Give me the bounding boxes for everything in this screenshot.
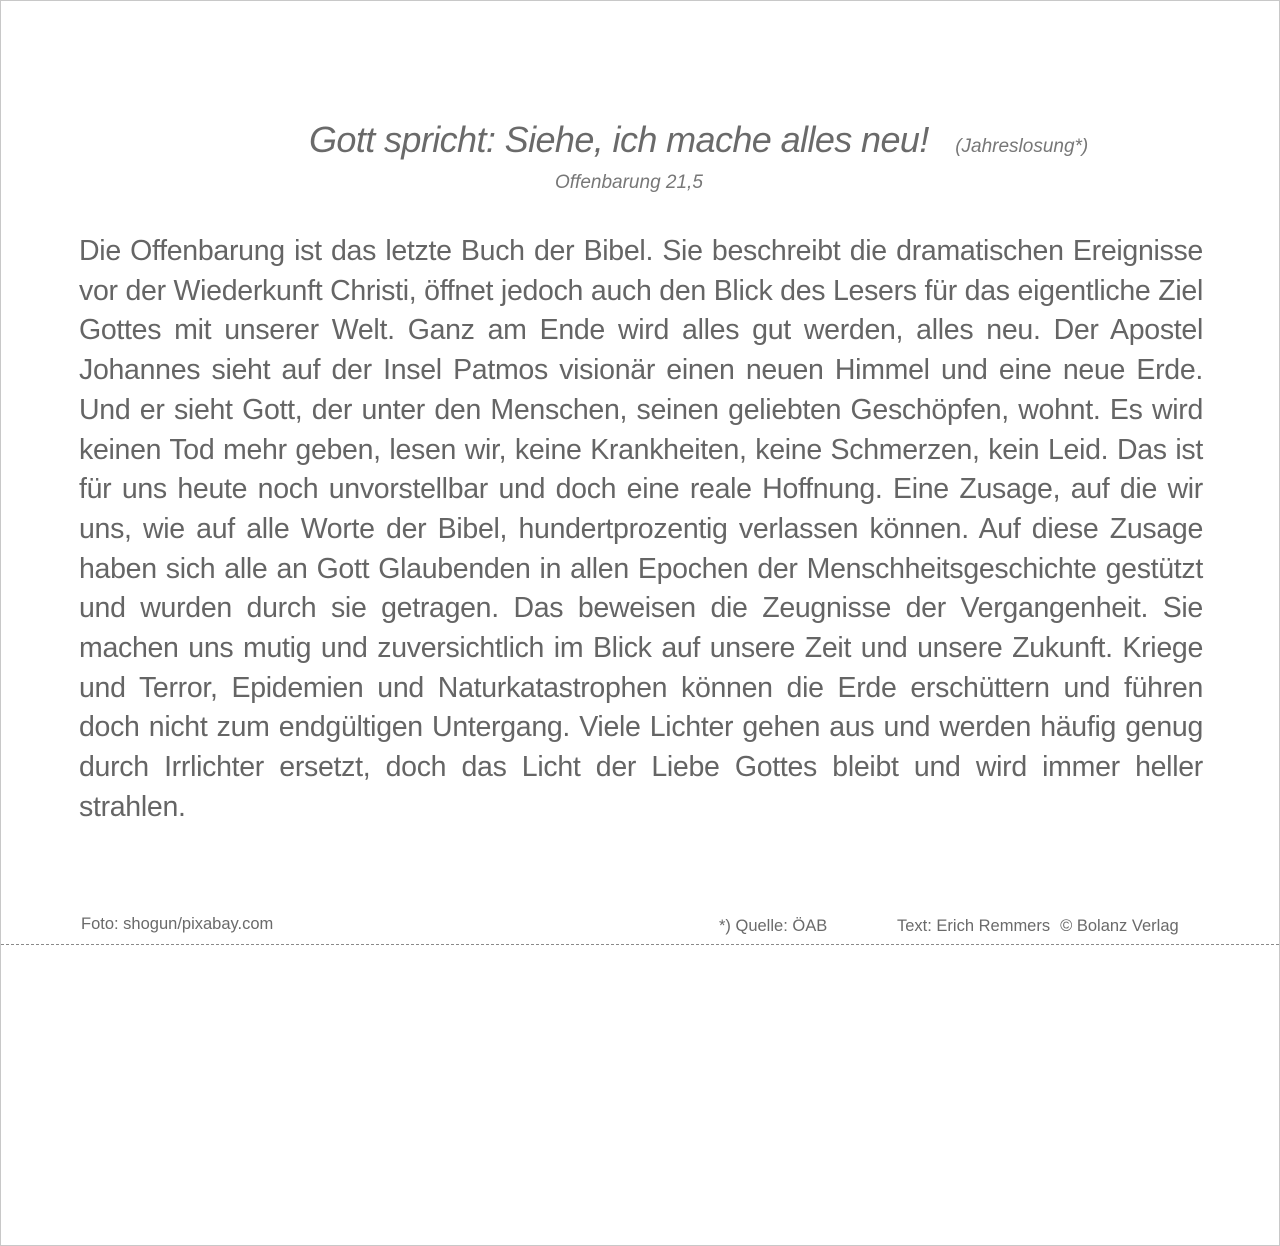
heading-quote: Gott spricht: Siehe, ich mache alles neu! — [309, 119, 929, 160]
source-note: *) Quelle: ÖAB — [719, 917, 828, 935]
heading-note: (Jahreslosung*) — [955, 136, 1089, 157]
bible-reference: Offenbarung 21,5 — [555, 172, 703, 193]
heading-line — [309, 119, 1088, 161]
body-paragraph: Die Offenbarung ist das letzte Buch der Bibel. Sie beschreibt die dramatischen Ereignisse vor der Wiederkunft Christi, öffnet jedoch auch den Blick des Lesers für das eigentliche Ziel Gottes mit unserer Welt. Ganz am Ende wird alles gut werden, alles neu. Der Apostel Johannes sieht auf der Insel Patmos visionär einen neuen Himmel und eine neue Erde. Und er sieht Gott, der unter den Menschen, seinen geliebten Geschöpfen, wohnt. Es wird keinen Tod mehr geben, lesen wir, keine Krankheiten, keine Schmerzen, kein Leid. Das ist für uns heute noch unvorstellbar und doch eine reale Hoffnung. Eine Zusage, auf die wir uns, wie auf alle Worte der Bibel, hundertprozentig verlassen können. Auf diese Zusage haben sich alle an Gott Glaubenden in allen Epochen der Menschheitsgeschichte gestützt und wurden durch sie getragen. Das beweisen die Zeugnisse der Vergangenheit. Sie machen uns mutig und zuversichtlich im Blick auf unsere Zeit und unsere Zukunft. Kriege und Terror, Epidemien und Naturkatastrophen können die Erde erschüttern und führen doch nicht zum endgültigen Untergang. Viele Lichter gehen aus und werden häufig genug durch Irrlichter ersetzt, doch das Licht der Liebe Gottes bleibt und wird immer heller strahlen. — [79, 235, 1203, 823]
copyright-note: © Bolanz Verlag — [1060, 917, 1179, 935]
text-credit: Text: Erich Remmers — [897, 917, 1051, 935]
photo-credit: Foto: shogun/pixabay.com — [81, 915, 274, 933]
author-credit — [897, 917, 1179, 936]
dashed-cut-line — [1, 944, 1279, 945]
